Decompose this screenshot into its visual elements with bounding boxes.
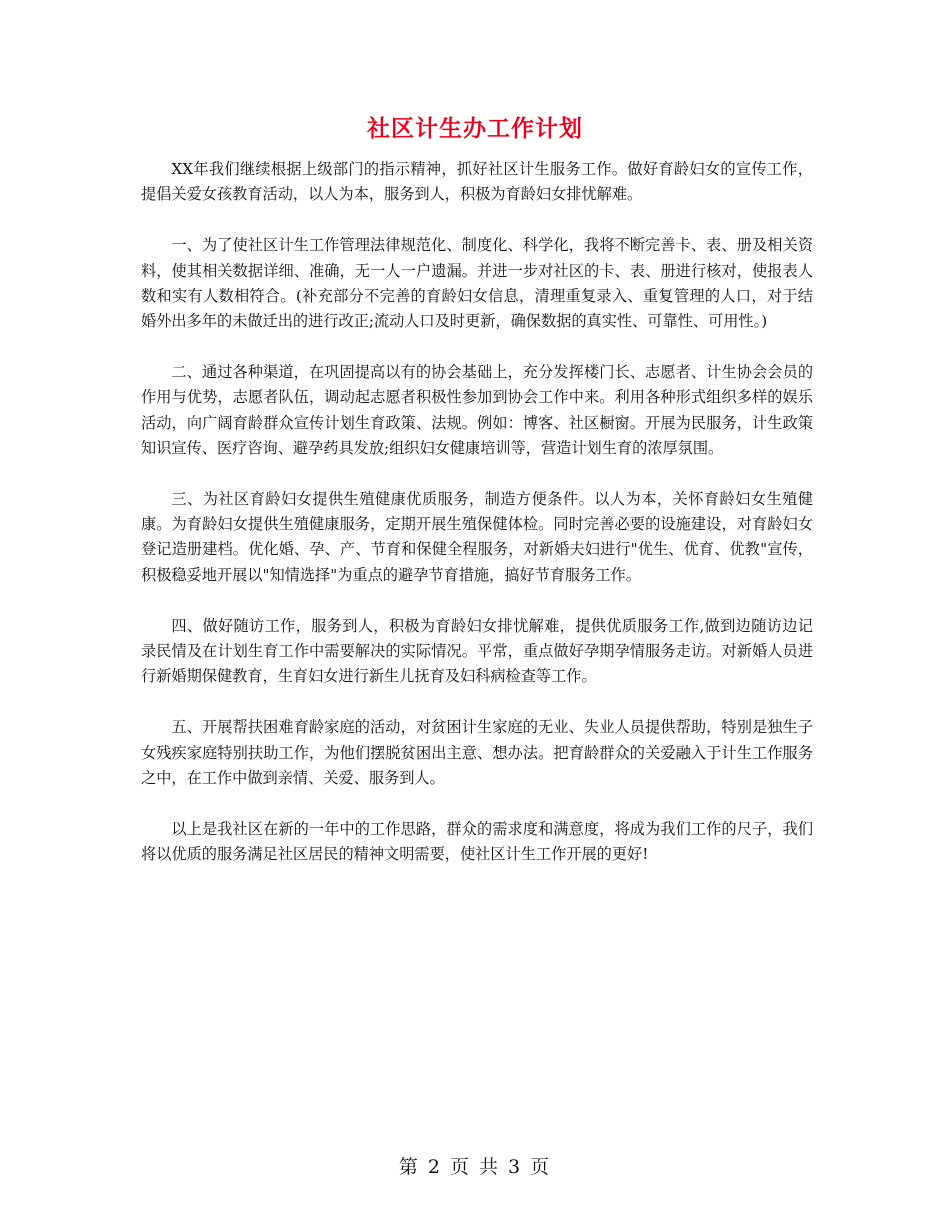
page-number-footer: 第 2 页 共 3 页 [398, 1156, 552, 1178]
paragraph-item-1: 一、为了使社区计生工作管理法律规范化、制度化、科学化，我将不断完善卡、表、册及相关资料，使其相关数据详细、准确，无一人一户遗漏。并进一步对社区的卡、表、册进行核对，使报表人数和实有人数相符合。(补充部分不完善的育龄妇女信息，清理重复录入、重复管理的人口，对于结婚外出多年的未做迁出的进行改正;流动人口及时更新，确保数据的真实性、可靠性、可用性。) [141, 236, 813, 331]
document-title: 社区计生办工作计划 [367, 116, 583, 142]
paragraph-intro: XX年我们继续根据上级部门的指示精神，抓好社区计生服务工作。做好育龄妇女的宣传工作，提倡关爱女孩教育活动，以人为本，服务到人，积极为育龄妇女排忧解难。 [141, 160, 813, 204]
paragraph-item-5: 五、开展帮扶困难育龄家庭的活动，对贫困计生家庭的无业、失业人员提供帮助，特别是独生子女残疾家庭特别扶助工作，为他们摆脱贫困出主意、想办法。把育龄群众的关爱融入于计生工作服务之中，在工作中做到亲情、关爱、服务到人。 [141, 718, 813, 787]
paragraph-item-2: 二、通过各种渠道，在巩固提高以有的协会基础上，充分发挥楼门长、志愿者、计生协会会员的作用与优势，志愿者队伍，调动起志愿者积极性参加到协会工作中来。利用各种形式组织多样的娱乐活动，向广阔育龄群众宣传计划生育政策、法规。例如：博客、社区橱窗。开展为民服务，计生政策知识宣传、医疗咨询、避孕药具发放;组织妇女健康培训等，营造计划生育的浓厚氛围。 [141, 363, 813, 457]
document-body [141, 157, 813, 893]
paragraph-item-3: 三、为社区育龄妇女提供生殖健康优质服务，制造方便条件。以人为本，关怀育龄妇女生殖健康。为育龄妇女提供生殖健康服务，定期开展生殖保健体检。同时完善必要的设施建设，对育龄妇女登记造册建档。优化婚、孕、产、节育和保健全程服务，对新婚夫妇进行"优生、优育、优教"宣传，积极稳妥地开展以"知情选择"为重点的避孕节育措施，搞好节育服务工作。 [141, 490, 813, 584]
paragraph-conclusion: 以上是我社区在新的一年中的工作思路，群众的需求度和满意度，将成为我们工作的尺子，我们将以优质的服务满足社区居民的精神文明需要，使社区计生工作开展的更好! [141, 820, 813, 864]
paragraph-item-4: 四、做好随访工作，服务到人，积极为育龄妇女排忧解难，提供优质服务工作,做到边随访边记录民情及在计划生育工作中需要解决的实际情况。平常，重点做好孕期孕情服务走访。对新婚人员进行新婚期保健教育，生育妇女进行新生儿抚育及妇科病检查等工作。 [141, 616, 813, 686]
